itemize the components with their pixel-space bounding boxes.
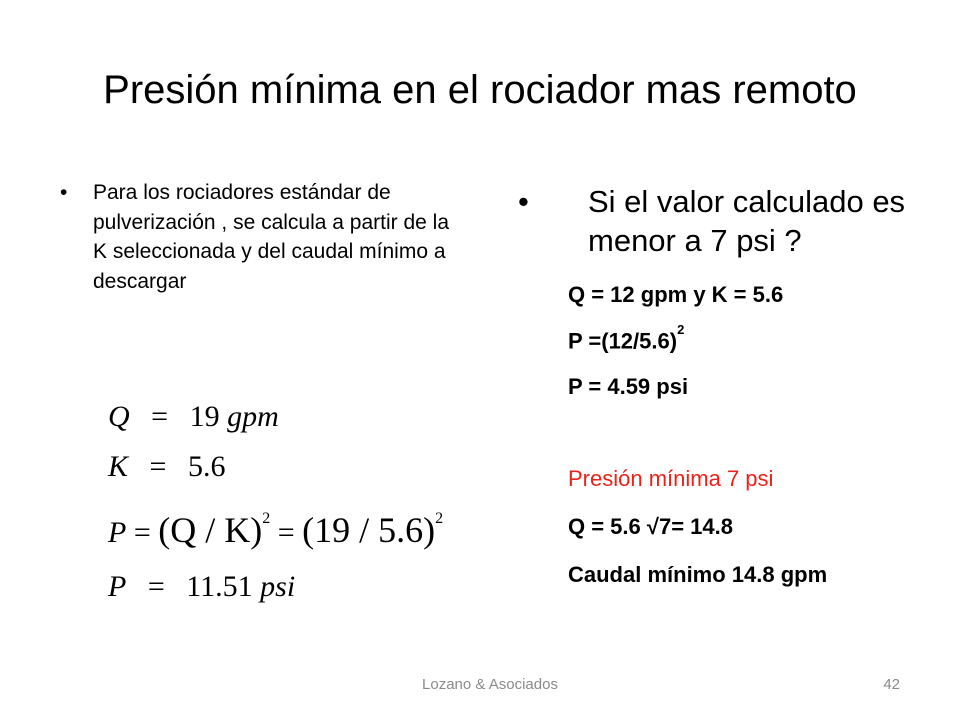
formula-var: K bbox=[108, 450, 129, 483]
right-line-q-calc: Q = 5.6 √7= 14.8 bbox=[568, 514, 733, 539]
formula-unit: psi bbox=[260, 570, 296, 603]
formula-eq: = bbox=[277, 516, 295, 549]
footer-organization: Lozano & Asociados bbox=[422, 676, 558, 693]
formula-var: P bbox=[108, 570, 127, 603]
formula-var: Q bbox=[108, 400, 130, 433]
right-line-q-k: Q = 12 gpm y K = 5.6 bbox=[568, 282, 784, 307]
bullet-marker: • bbox=[518, 184, 529, 219]
right-line-p-formula bbox=[568, 322, 685, 354]
right-line-min-flow: Caudal mínimo 14.8 gpm bbox=[568, 562, 828, 587]
right-bullet-text: Si el valor calculado es menor a 7 psi ? bbox=[588, 184, 906, 258]
left-bullet bbox=[60, 178, 460, 296]
formula-expr: (19 / 5.6) bbox=[302, 510, 436, 550]
formula-eq: = bbox=[149, 450, 167, 483]
formula-var: P bbox=[108, 516, 127, 549]
formula-p-expression bbox=[108, 492, 468, 562]
formula-exponent: 2 bbox=[262, 510, 271, 527]
formula-eq: = bbox=[147, 570, 165, 603]
formula-unit: gpm bbox=[227, 400, 279, 433]
formula-block bbox=[108, 392, 468, 612]
left-column bbox=[60, 178, 460, 296]
p-formula-exponent: 2 bbox=[677, 322, 685, 337]
formula-value: 11.51 bbox=[186, 570, 253, 603]
formula-eq: = bbox=[133, 516, 151, 549]
bullet-marker: • bbox=[60, 181, 68, 204]
right-line-min-pressure: Presión mínima 7 psi bbox=[568, 466, 774, 491]
slide-number: 42 bbox=[883, 676, 900, 693]
right-line-p-result: P = 4.59 psi bbox=[568, 374, 689, 399]
footer bbox=[0, 676, 960, 698]
right-bullet bbox=[518, 182, 938, 260]
formula-p-result bbox=[108, 562, 468, 612]
formula-expr: (Q / K) bbox=[158, 510, 263, 550]
left-bullet-text: Para los rociadores estándar de pulverización , se calcula a partir de la K seleccionada y del caudal mínimo a descargar bbox=[93, 181, 450, 293]
formula-value: 5.6 bbox=[187, 450, 226, 483]
p-formula-text: P =(12/5.6) bbox=[568, 328, 678, 354]
formula-k bbox=[108, 442, 468, 492]
slide-title: Presión mínima en el rociador mas remoto bbox=[103, 68, 857, 112]
right-column bbox=[518, 182, 938, 260]
formula-eq: = bbox=[151, 400, 169, 433]
formula-exponent: 2 bbox=[435, 510, 444, 527]
formula-value: 19 bbox=[189, 400, 220, 433]
formula-q bbox=[108, 392, 468, 442]
